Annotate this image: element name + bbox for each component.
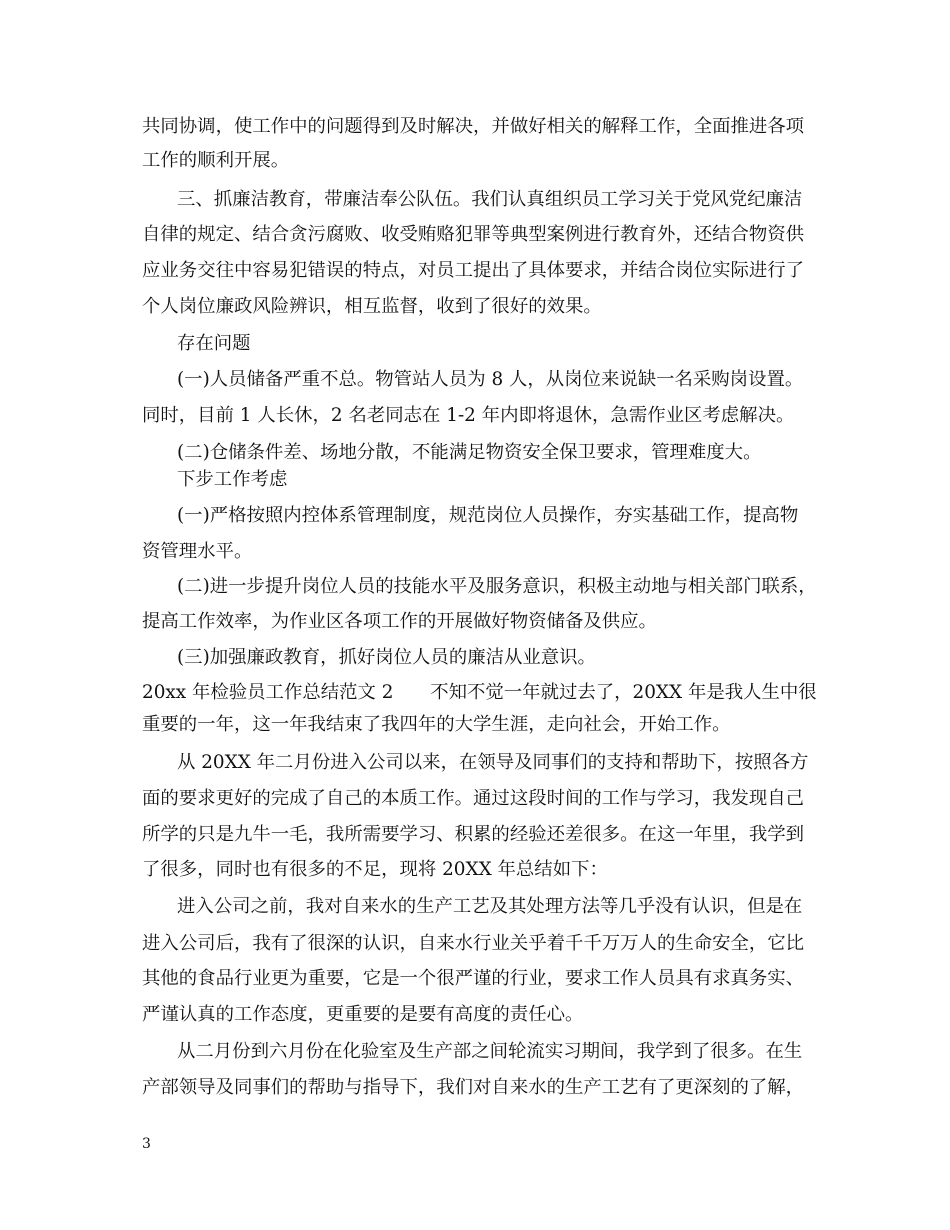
text-line: (一)严格按照内控体系管理制度，规范岗位人员操作，夯实基础工作，提高物	[177, 505, 799, 526]
text-line: 所学的只是九牛一毛，我所需要学习、积累的经验还差很多。在这一年里，我学到	[142, 824, 805, 845]
text-line: 产部领导及同事们的帮助与指导下，我们对自来水的生产工艺有了更深刻的了解，	[142, 1077, 805, 1098]
text-line: 严谨认真的工作态度，更重要的是要有高度的责任心。	[142, 1004, 584, 1025]
text-line: 从 20XX 年二月份进入公司以来，在领导及同事们的支持和帮助下，按照各方	[177, 752, 809, 773]
text-line: 进入公司之前，我对自来水的生产工艺及其处理方法等几乎没有认识，但是在	[177, 896, 803, 917]
text-line: 提高工作效率，为作业区各项工作的开展做好物资储备及供应。	[142, 611, 657, 632]
text-line: 应业务交往中容易犯错误的特点，对员工提出了具体要求，并结合岗位实际进行了	[142, 260, 805, 281]
text-line: 同时，目前 1 人长休，2 名老同志在 1-2 年内即将退休，急需作业区考虑解决。	[142, 405, 795, 426]
section-heading: 下步工作考虑	[177, 469, 288, 490]
text-line: 从二月份到六月份在化验室及生产部之间轮流实习期间，我学到了很多。在生	[177, 1041, 803, 1062]
text-line: (一)人员储备严重不总。物管站人员为 8 人，从岗位来说缺一名采购岗设置。	[177, 369, 804, 390]
text-line: 重要的一年，这一年我结束了我四年的大学生涯，走向社会，开始工作。	[142, 714, 731, 735]
text-line: 个人岗位廉政风险辨识，相互监督，收到了很好的效果。	[142, 296, 602, 317]
text-line: 了很多，同时也有很多的不足，现将 20XX 年总结如下：	[142, 859, 608, 880]
text-line: 面的要求更好的完成了自己的本质工作。通过这段时间的工作与学习，我发现自己	[142, 788, 805, 809]
text-line: 工作的顺利开展。	[142, 150, 290, 171]
text-line: 20xx 年检验员工作总结范文 2 不知不觉一年就过去了，20XX 年是我人生中很	[142, 682, 817, 703]
text-line: 自律的规定、结合贪污腐败、收受贿赂犯罪等典型案例进行教育外，还结合物资供	[142, 224, 805, 245]
text-line: 共同协调，使工作中的问题得到及时解决，并做好相关的解释工作，全面推进各项	[142, 116, 805, 137]
section-heading: 存在问题	[177, 333, 251, 354]
text-line: 其他的食品行业更为重要，它是一个很严谨的行业，要求工作人员具有求真务实、	[142, 968, 805, 989]
text-line: 资管理水平。	[142, 541, 253, 562]
text-line: (三)加强廉政教育，抓好岗位人员的廉洁从业意识。	[177, 647, 596, 668]
page-number: 3	[142, 1136, 151, 1152]
text-line: 进入公司后，我有了很深的认识，自来水行业关乎着千千万万人的生命安全，它比	[142, 933, 805, 954]
text-line: (二)仓储条件差、场地分散，不能满足物资安全保卫要求，管理难度大。	[177, 442, 762, 463]
text-line: (二)进一步提升岗位人员的技能水平及服务意识，积极主动地与相关部门联系，	[177, 576, 817, 597]
text-line: 三、抓廉洁教育，带廉洁奉公队伍。我们认真组织员工学习关于党风党纪廉洁	[177, 189, 803, 210]
